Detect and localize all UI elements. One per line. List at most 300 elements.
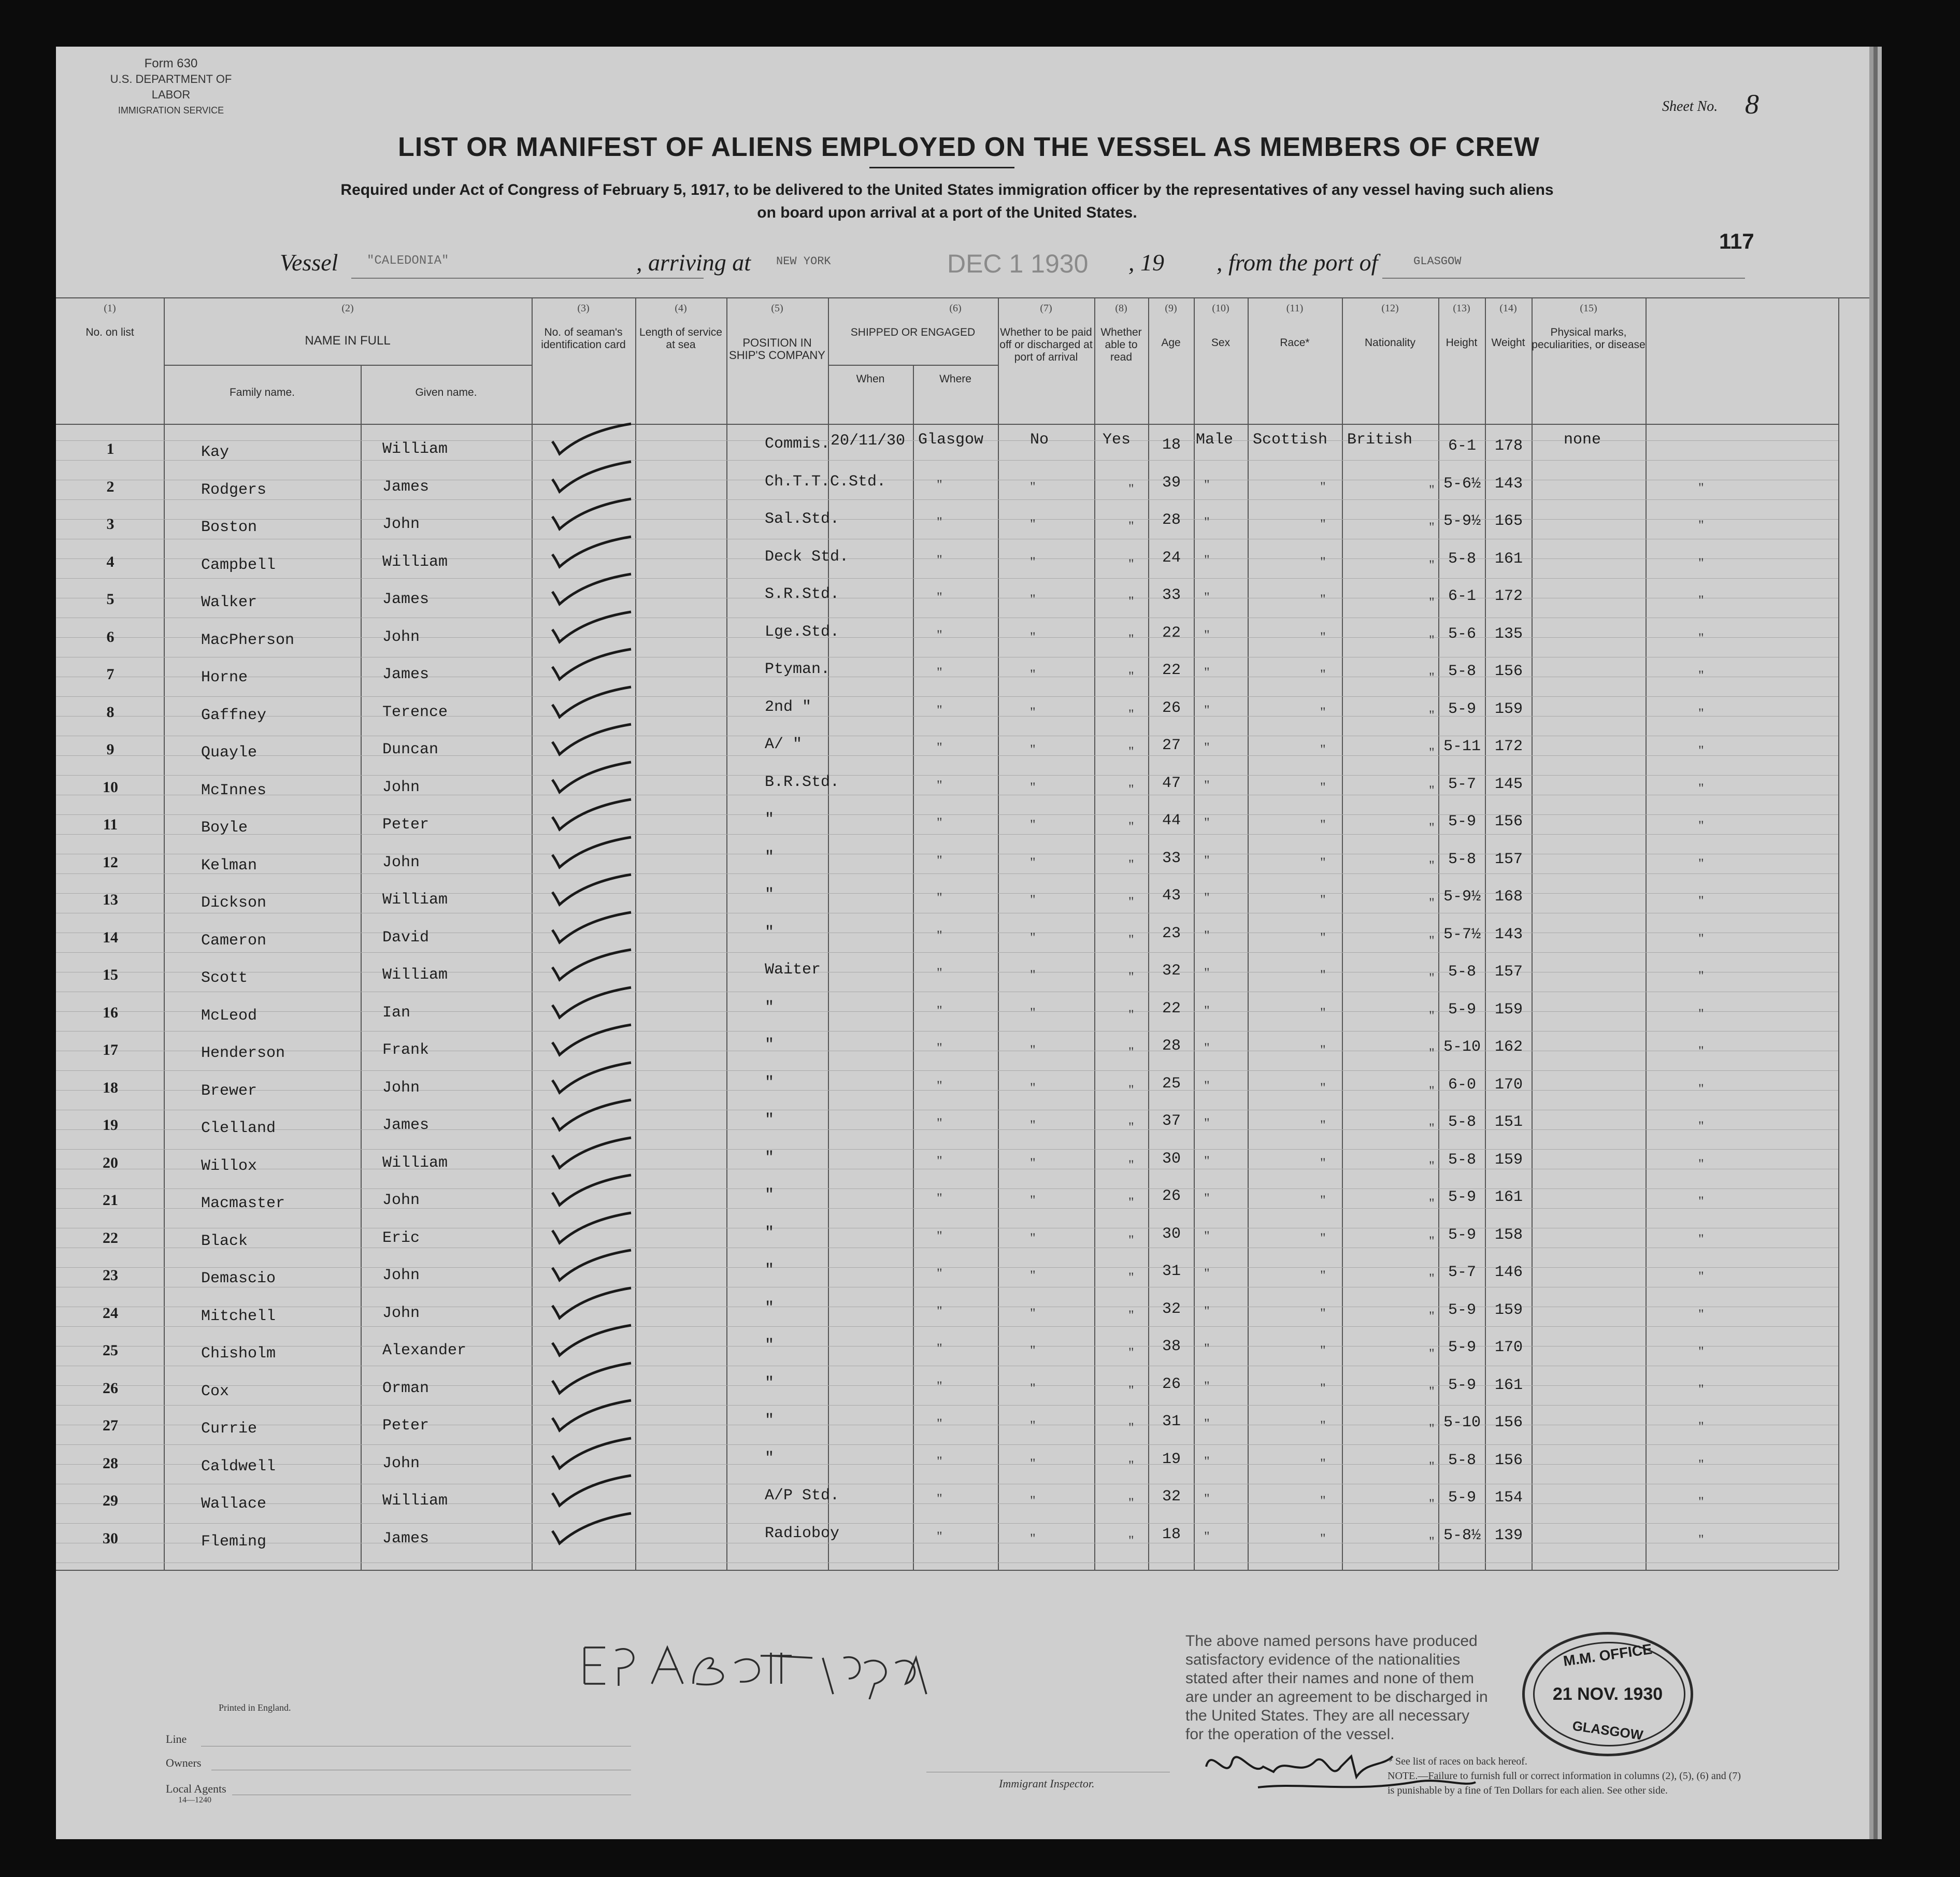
age: 18	[1162, 436, 1181, 454]
page-title: LIST OR MANIFEST OF ALIENS EMPLOYED ON THE VESSEL AS MEMBERS OF CREW	[398, 132, 1540, 162]
weight: 156	[1494, 813, 1523, 830]
note-2: NOTE.—Failure to furnish full or correct information in columns (2), (5), (6) and (7)	[1387, 1770, 1741, 1782]
ditto-when: "	[937, 1416, 942, 1431]
row-number: 9	[106, 741, 115, 758]
footer-agents-label: Local Agents	[166, 1782, 226, 1795]
ditto-sex: "	[1320, 1493, 1326, 1508]
given-name: William	[382, 440, 448, 458]
row-rule	[56, 1267, 1838, 1268]
age: 27	[1162, 737, 1181, 754]
col-name-in-full: NAME IN FULL	[305, 334, 391, 348]
row-rule	[56, 952, 1838, 953]
family-name: McLeod	[201, 1007, 257, 1025]
height: 5-9	[1448, 1226, 1476, 1244]
ditto-race: "	[1429, 557, 1435, 572]
declaration-line-2: satisfactory evidence of the nationalities	[1185, 1651, 1461, 1668]
ditto-paid: "	[1128, 1007, 1134, 1022]
age: 44	[1162, 812, 1181, 829]
check-mark-icon	[548, 646, 641, 687]
given-name: John	[382, 515, 420, 533]
ditto-where: "	[1030, 1005, 1036, 1020]
height: 5-9½	[1443, 512, 1481, 530]
ditto-paid: "	[1128, 556, 1134, 571]
ditto-race: "	[1429, 1534, 1435, 1549]
ditto-race: "	[1429, 1121, 1435, 1136]
ditto-marks: "	[1698, 1006, 1704, 1021]
check-mark-icon	[548, 947, 641, 988]
row-rule	[56, 834, 1838, 835]
ditto-where: "	[1030, 1268, 1036, 1283]
ditto-when: "	[937, 890, 942, 905]
ditto-race: "	[1429, 1271, 1435, 1286]
ditto-sex: "	[1320, 1305, 1326, 1321]
col-where: Where	[939, 373, 971, 385]
ditto-when: "	[937, 702, 942, 718]
ditto-where: "	[1030, 854, 1036, 870]
family-name: Macmaster	[201, 1195, 285, 1212]
ditto-read: "	[1204, 665, 1210, 680]
position: "	[765, 886, 775, 904]
sheet-no-label: Sheet No.	[1662, 98, 1718, 114]
family-name: Willox	[201, 1157, 257, 1175]
sheet-no-value: 8	[1745, 89, 1759, 120]
stamp-office: M.M. OFFICE	[1562, 1641, 1653, 1669]
age: 33	[1162, 849, 1181, 867]
ditto-race: "	[1429, 1196, 1435, 1211]
ditto-read: "	[1204, 1078, 1210, 1093]
column-number: (7)	[1040, 303, 1052, 314]
position: "	[765, 1262, 775, 1279]
column-rule	[1646, 297, 1647, 1570]
ditto-paid: "	[1128, 856, 1134, 872]
column-rule	[532, 297, 533, 1570]
column-number: (14)	[1499, 303, 1517, 314]
ditto-read: "	[1204, 1191, 1210, 1206]
row-number: 8	[106, 703, 115, 721]
ditto-race: "	[1429, 632, 1435, 648]
ditto-when: "	[937, 927, 942, 943]
ditto-marks: "	[1698, 1381, 1704, 1397]
declaration-line-6: for the operation of the vessel.	[1185, 1726, 1395, 1743]
age: 22	[1162, 662, 1181, 679]
ditto-sex: "	[1320, 1418, 1326, 1433]
service: IMMIGRATION SERVICE	[118, 105, 224, 116]
column-number: (8)	[1115, 303, 1127, 314]
ditto-paid: "	[1128, 631, 1134, 647]
ditto-paid: "	[1128, 781, 1134, 797]
ditto-when: "	[937, 1303, 942, 1319]
ditto-race: "	[1429, 1458, 1435, 1474]
position: "	[765, 811, 775, 828]
column-rule	[1342, 297, 1343, 1570]
age: 31	[1162, 1413, 1181, 1430]
check-mark-icon	[548, 909, 641, 951]
family-name: Gaffney	[201, 706, 267, 724]
row-rule	[56, 1444, 1838, 1445]
weight: 135	[1494, 625, 1523, 643]
col-id-card: No. of seaman's identification card	[541, 326, 626, 351]
ditto-when: "	[937, 1453, 942, 1469]
ditto-sex: "	[1320, 1530, 1326, 1546]
ditto-race: "	[1429, 857, 1435, 873]
family-name: Rodgers	[201, 481, 267, 499]
ditto-race: "	[1429, 707, 1435, 723]
ditto-where: "	[1030, 1193, 1036, 1208]
weight: 159	[1494, 700, 1523, 718]
age: 47	[1162, 774, 1181, 792]
column-rule	[1094, 297, 1095, 1570]
row-number: 2	[106, 478, 115, 495]
check-mark-icon	[548, 1210, 641, 1251]
ditto-sex: "	[1320, 1117, 1326, 1133]
given-name: John	[382, 1454, 420, 1472]
weight: 156	[1494, 1414, 1523, 1431]
position: Ptyman.	[765, 661, 831, 678]
ditto-read: "	[1204, 1153, 1210, 1168]
given-name: William	[382, 553, 448, 571]
ditto-paid: "	[1128, 1382, 1134, 1398]
check-mark-icon	[548, 496, 641, 537]
ditto-where: "	[1030, 967, 1036, 982]
row-number: 16	[103, 1004, 118, 1021]
row-rule	[56, 1208, 1838, 1209]
from-port: GLASGOW	[1413, 255, 1462, 268]
row-rule	[56, 499, 1838, 500]
ditto-where: "	[1030, 779, 1036, 795]
given-name: Alexander	[382, 1342, 467, 1359]
col-given-name: Given name.	[415, 386, 477, 398]
ditto-when: "	[937, 815, 942, 830]
given-name: Eric	[382, 1229, 420, 1247]
ditto-where: "	[1030, 1380, 1036, 1396]
ditto-race: "	[1429, 970, 1435, 985]
row-rule	[56, 1149, 1838, 1150]
column-rule	[913, 365, 914, 1570]
inspector-label: Immigrant Inspector.	[999, 1777, 1095, 1790]
given-name: Orman	[382, 1379, 430, 1397]
given-name: John	[382, 1267, 420, 1284]
race: Scottish	[1253, 431, 1328, 449]
ditto-read: "	[1204, 1266, 1210, 1281]
row-number: 29	[103, 1492, 118, 1509]
ditto-race: "	[1429, 933, 1435, 948]
ditto-marks: "	[1698, 1456, 1704, 1472]
ditto-marks: "	[1698, 1344, 1704, 1359]
declaration-stamp	[1185, 1632, 1488, 1744]
ditto-paid: "	[1128, 594, 1134, 609]
ditto-sex: "	[1320, 667, 1326, 682]
column-number: (11)	[1286, 303, 1304, 314]
column-rule	[1248, 297, 1249, 1570]
ditto-where: "	[1030, 892, 1036, 907]
row-number: 6	[106, 628, 115, 646]
weight: 143	[1494, 475, 1523, 493]
height: 5-7	[1448, 1264, 1476, 1281]
given-name: John	[382, 1304, 420, 1322]
row-number: 21	[103, 1192, 118, 1209]
note-3: is punishable by a fine of Ten Dollars for each alien. See other side.	[1387, 1785, 1668, 1796]
ditto-where: "	[1030, 1493, 1036, 1508]
ditto-race: "	[1429, 1008, 1435, 1023]
check-mark-icon	[548, 1322, 641, 1364]
arriving-label: , arriving at	[636, 249, 751, 276]
footer-line-label: Line	[166, 1732, 187, 1745]
column-number: (2)	[341, 303, 354, 314]
ditto-read: "	[1204, 590, 1210, 605]
column-number: (3)	[577, 303, 590, 314]
weight: 159	[1494, 1301, 1523, 1319]
age: 26	[1162, 1375, 1181, 1393]
ditto-where: "	[1030, 1155, 1036, 1170]
stamp-date: 21 NOV. 1930	[1552, 1684, 1663, 1704]
ditto-where: "	[1030, 1305, 1036, 1321]
row-rule	[56, 460, 1838, 461]
ditto-marks: "	[1698, 1081, 1704, 1096]
footer-notes	[1387, 1754, 1741, 1798]
family-name: Cox	[201, 1382, 230, 1400]
column-number: (5)	[771, 303, 783, 314]
height: 6-1	[1448, 437, 1476, 455]
ditto-where: "	[1030, 1343, 1036, 1358]
row-rule	[56, 1090, 1838, 1091]
check-mark-icon	[548, 1247, 641, 1288]
arriving-port: NEW YORK	[776, 255, 831, 268]
ditto-where: "	[1030, 1418, 1036, 1433]
ditto-race: "	[1429, 595, 1435, 610]
family-name: Black	[201, 1232, 248, 1250]
weight: 161	[1494, 1188, 1523, 1206]
row-rule	[56, 1523, 1838, 1524]
weight: 146	[1494, 1264, 1523, 1281]
row-number: 7	[106, 666, 115, 683]
ditto-race: "	[1429, 895, 1435, 910]
ditto-race: "	[1429, 1346, 1435, 1361]
from-port-label: , from the port of	[1217, 249, 1378, 276]
ditto-sex: "	[1320, 629, 1326, 644]
age: 26	[1162, 1187, 1181, 1205]
age: 43	[1162, 887, 1181, 905]
ditto-when: "	[937, 1040, 942, 1055]
department: U.S. DEPARTMENT OF LABOR	[110, 73, 232, 101]
age: 19	[1162, 1450, 1181, 1468]
given-name: David	[382, 928, 430, 947]
row-number: 12	[103, 853, 118, 871]
ditto-marks: "	[1698, 855, 1704, 871]
height: 5-8	[1448, 1151, 1476, 1169]
ditto-read: "	[1204, 1416, 1210, 1431]
ditto-paid: "	[1128, 1120, 1134, 1135]
weight: 139	[1494, 1526, 1523, 1544]
row-rule	[56, 1011, 1838, 1012]
ditto-read: "	[1204, 852, 1210, 868]
height: 5-11	[1443, 738, 1481, 755]
given-name: Ian	[382, 1004, 411, 1022]
position: "	[765, 1224, 775, 1242]
vessel-label: Vessel	[280, 249, 338, 276]
age: 32	[1162, 1488, 1181, 1506]
height: 5-9	[1448, 1339, 1476, 1356]
height: 5-8	[1448, 1113, 1476, 1131]
col-sex: Sex	[1211, 337, 1231, 349]
ditto-race: "	[1429, 1383, 1435, 1399]
ditto-where: "	[1030, 667, 1036, 682]
paid-off: No	[1030, 431, 1049, 449]
form-header	[104, 56, 238, 118]
given-name: Peter	[382, 1417, 430, 1435]
age: 33	[1162, 586, 1181, 604]
ditto-where: "	[1030, 517, 1036, 532]
title-underline	[869, 167, 1014, 168]
col-race: Race*	[1280, 337, 1310, 349]
given-name: William	[382, 966, 448, 984]
ditto-race: "	[1429, 482, 1435, 497]
weight: 157	[1494, 850, 1523, 868]
family-name: Demascio	[201, 1270, 276, 1287]
check-mark-icon	[548, 1472, 641, 1514]
family-name: Horne	[201, 669, 248, 686]
ditto-where: "	[1030, 929, 1036, 945]
check-mark-icon	[548, 609, 641, 650]
manifest-sheet	[56, 47, 1869, 1839]
ditto-marks: "	[1698, 743, 1704, 758]
ditto-read: "	[1204, 627, 1210, 642]
family-name: Quayle	[201, 744, 257, 762]
weight: 156	[1494, 663, 1523, 680]
position: Radioboy	[765, 1524, 840, 1542]
ditto-paid: "	[1128, 1044, 1134, 1059]
row-rule	[56, 775, 1838, 776]
height: 5-7	[1448, 775, 1476, 793]
weight: 158	[1494, 1226, 1523, 1244]
ditto-read: "	[1204, 1115, 1210, 1130]
row-number: 24	[103, 1304, 118, 1322]
ditto-when: "	[937, 965, 942, 980]
ditto-race: "	[1429, 670, 1435, 685]
row-number: 4	[106, 553, 115, 570]
ditto-marks: "	[1698, 1419, 1704, 1434]
age: 26	[1162, 699, 1181, 717]
ditto-marks: "	[1698, 1119, 1704, 1134]
row-rule	[56, 893, 1838, 894]
position: Sal.Std.	[765, 510, 840, 528]
col-service: Length of service at sea	[639, 326, 722, 351]
ditto-sex: "	[1320, 1080, 1326, 1095]
position: "	[765, 1299, 775, 1317]
ditto-when: "	[937, 1191, 942, 1206]
ditto-read: "	[1204, 1303, 1210, 1319]
weight: 172	[1494, 738, 1523, 755]
ditto-sex: "	[1320, 1005, 1326, 1020]
height: 5-10	[1443, 1038, 1481, 1056]
row-rule	[56, 873, 1838, 874]
ditto-where: "	[1030, 1230, 1036, 1245]
ditto-read: "	[1204, 890, 1210, 905]
column-rule	[1838, 297, 1839, 1570]
ditto-marks: "	[1698, 1531, 1704, 1547]
check-mark-icon	[548, 834, 641, 876]
col-nationality: Nationality	[1364, 337, 1416, 349]
row-rule	[56, 814, 1838, 815]
check-mark-icon	[548, 759, 641, 800]
ditto-marks: "	[1698, 555, 1704, 570]
ditto-race: "	[1429, 782, 1435, 798]
col-shipped: SHIPPED OR ENGAGED	[850, 326, 976, 338]
nationality: British	[1347, 431, 1413, 449]
height: 5-10	[1443, 1414, 1481, 1431]
given-name: John	[382, 778, 420, 796]
ditto-when: "	[937, 1002, 942, 1018]
weight: 168	[1494, 888, 1523, 906]
ditto-paid: "	[1128, 1345, 1134, 1360]
height: 5-9	[1448, 1301, 1476, 1319]
row-number: 15	[103, 966, 118, 983]
ditto-sex: "	[1320, 1455, 1326, 1471]
given-name: William	[382, 891, 448, 909]
column-number: (9)	[1165, 303, 1177, 314]
row-rule	[56, 1188, 1838, 1189]
height: 6-1	[1448, 588, 1476, 605]
ditto-paid: "	[1128, 1270, 1134, 1285]
ditto-paid: "	[1128, 1495, 1134, 1510]
position: A/P Std.	[765, 1487, 840, 1505]
check-mark-icon	[548, 1135, 641, 1176]
sex: Male	[1196, 431, 1234, 449]
check-mark-icon	[548, 1059, 641, 1101]
row-number: 23	[103, 1267, 118, 1284]
weight: 178	[1494, 437, 1523, 455]
ditto-sex: "	[1320, 854, 1326, 870]
row-number: 28	[103, 1454, 118, 1472]
ditto-race: "	[1429, 1233, 1435, 1249]
given-name: James	[382, 478, 430, 496]
position: "	[765, 1374, 775, 1392]
ditto-read: "	[1204, 1228, 1210, 1243]
footer-owners-label: Owners	[166, 1756, 202, 1769]
family-name: Boston	[201, 519, 257, 536]
declaration-line-4: are under an agreement to be discharged in	[1185, 1688, 1488, 1706]
ditto-paid: "	[1128, 1232, 1134, 1248]
row-number: 18	[103, 1079, 118, 1096]
ditto-paid: "	[1128, 969, 1134, 984]
row-number: 5	[106, 591, 115, 608]
given-name: William	[382, 1154, 448, 1172]
weight: 156	[1494, 1451, 1523, 1469]
ditto-paid: "	[1128, 706, 1134, 722]
ditto-read: "	[1204, 1453, 1210, 1469]
ditto-when: "	[937, 852, 942, 868]
col-age: Age	[1161, 337, 1181, 349]
col-height: Height	[1446, 337, 1478, 349]
ditto-race: "	[1429, 1496, 1435, 1511]
col-weight: Weight	[1491, 337, 1525, 349]
given-name: Duncan	[382, 741, 439, 758]
declaration-line-1: The above named persons have produced	[1185, 1632, 1478, 1650]
row-rule	[56, 1070, 1838, 1071]
ditto-marks: "	[1698, 1231, 1704, 1246]
ditto-marks: "	[1698, 780, 1704, 796]
row-number: 11	[103, 816, 118, 833]
row-rule	[56, 519, 1838, 520]
ditto-race: "	[1429, 820, 1435, 835]
position: "	[765, 998, 775, 1016]
age: 30	[1162, 1150, 1181, 1168]
given-name: John	[382, 1192, 420, 1209]
ditto-marks: "	[1698, 518, 1704, 533]
position: "	[765, 1186, 775, 1204]
ditto-paid: "	[1128, 819, 1134, 834]
height: 5-7½	[1443, 925, 1481, 943]
row-rule	[56, 637, 1838, 638]
